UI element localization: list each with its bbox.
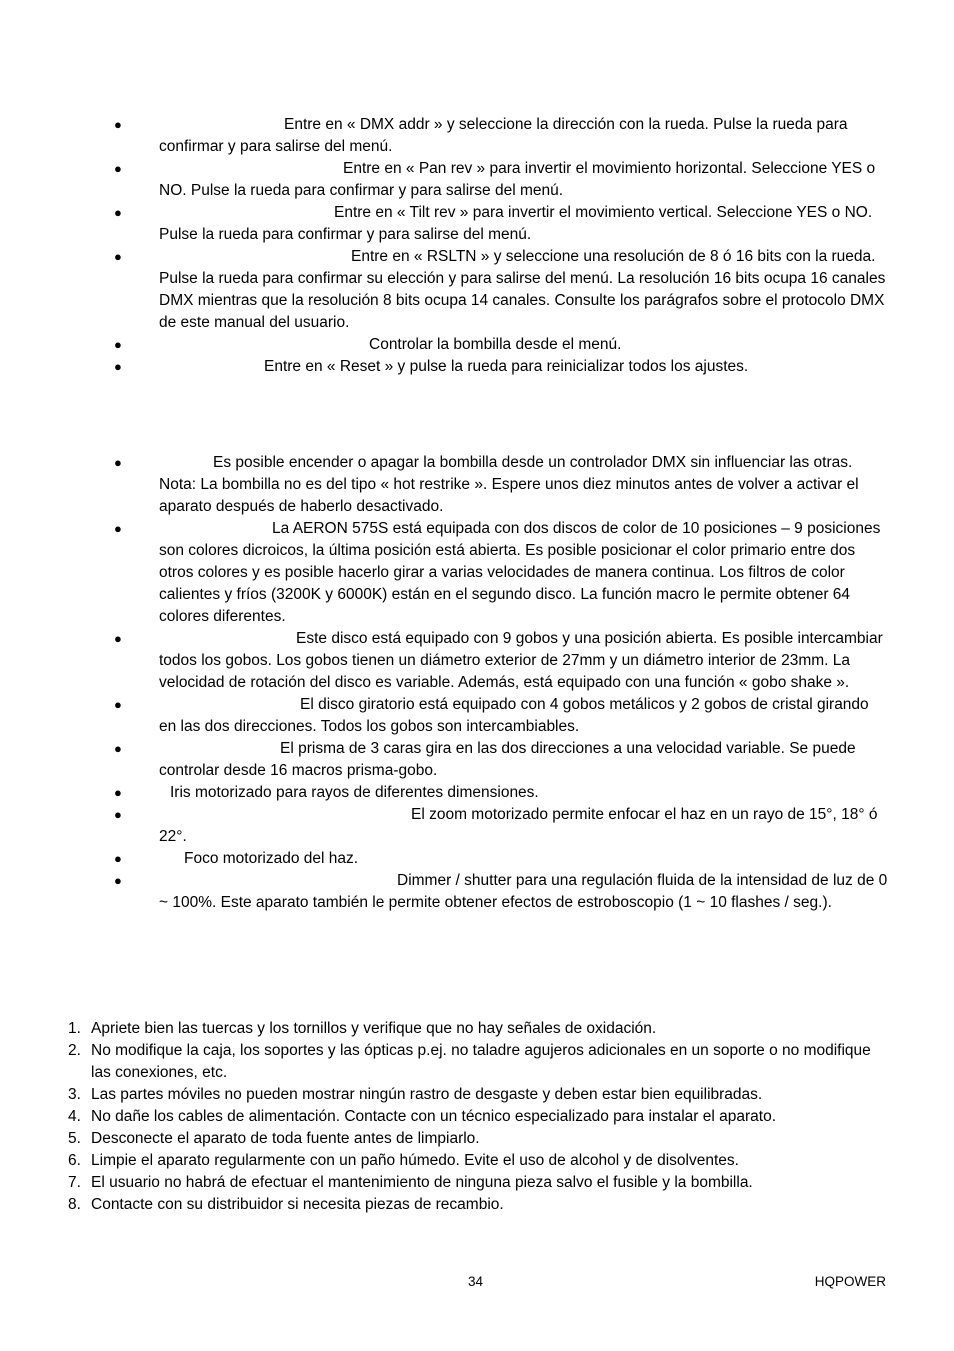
list-item: [0, 738, 954, 782]
item-number: 6.: [68, 1152, 81, 1169]
list-item: [0, 356, 954, 378]
list-item-text: Foco motorizado del haz.: [184, 850, 359, 867]
maintenance-item-text: Apriete bien las tuercas y los tornillos y verifique que no hay señales de oxidación.: [91, 1020, 657, 1037]
maintenance-item: [0, 1084, 954, 1106]
maintenance-item: [0, 1194, 954, 1216]
bullet-icon: ●: [114, 697, 122, 712]
item-number: 5.: [68, 1130, 81, 1147]
list-item-text: Entre en « DMX addr » y seleccione la dirección con la rueda. Pulse la rueda para confirmar y para salirse del menú.: [159, 116, 848, 155]
bullet-icon: ●: [114, 851, 122, 866]
maintenance-item-text: El usuario no habrá de efectuar el mantenimiento de ninguna pieza salvo el fusible y la bombilla.: [91, 1174, 753, 1191]
list-item: [0, 158, 954, 202]
features-list: [0, 452, 954, 914]
bullet-icon: ●: [114, 359, 122, 374]
bullet-icon: ●: [114, 249, 122, 264]
list-item-text: Dimmer / shutter para una regulación fluida de la intensidad de luz de 0 ~ 100%. Este aparato también le permite obtener efectos de estroboscopio (1 ~ 10 flashes / seg.).: [159, 872, 888, 911]
list-item-text: Entre en « Tilt rev » para invertir el movimiento vertical. Seleccione YES o NO. Pulse la rueda para confirmar y para salirse del menú.: [159, 204, 873, 243]
list-item: [0, 848, 954, 870]
maintenance-list: [0, 1018, 954, 1216]
bullet-icon: ●: [114, 521, 122, 536]
item-number: 1.: [68, 1020, 81, 1037]
footer-brand: HQPOWER: [814, 1274, 886, 1289]
list-item-text: El zoom motorizado permite enfocar el haz en un rayo de 15°, 18° ó 22°.: [159, 806, 878, 845]
maintenance-item: [0, 1106, 954, 1128]
menu-settings-list: [0, 114, 954, 378]
list-item: [0, 870, 954, 914]
list-item: [0, 202, 954, 246]
list-item-text: Entre en « Reset » y pulse la rueda para reinicializar todos los ajustes.: [264, 358, 749, 375]
list-item-text: Este disco está equipado con 9 gobos y una posición abierta. Es posible intercambiar todos los gobos. Los gobos tienen un diámetro exterior de 27mm y un diámetro interior de 23mm. La velocidad de rotación del disco es variable. Además, está equipado con una función « gobo shake ».: [159, 630, 883, 691]
list-item-text: Entre en « Pan rev » para invertir el movimiento horizontal. Seleccione YES o NO. Pulse la rueda para confirmar y para salirse del menú.: [159, 160, 876, 199]
list-item: [0, 628, 954, 694]
list-item: [0, 782, 954, 804]
maintenance-item: [0, 1128, 954, 1150]
item-number: 8.: [68, 1196, 81, 1213]
list-item-text: Es posible encender o apagar la bombilla desde un controlador DMX sin influenciar las otras. Nota: La bombilla no es del tipo « hot restrike ». Espere unos diez minutos antes de volver a activar el aparato después de haberlo desactivado.: [159, 454, 859, 515]
list-item: [0, 694, 954, 738]
maintenance-item-text: Contacte con su distribuidor si necesita piezas de recambio.: [91, 1196, 504, 1213]
list-item-text: Iris motorizado para rayos de diferentes dimensiones.: [170, 784, 539, 801]
bullet-icon: ●: [114, 161, 122, 176]
bullet-icon: ●: [114, 741, 122, 756]
list-item-text: Controlar la bombilla desde el menú.: [369, 336, 622, 353]
item-number: 3.: [68, 1086, 81, 1103]
maintenance-item-text: Limpie el aparato regularmente con un paño húmedo. Evite el uso de alcohol y de disolventes.: [91, 1152, 739, 1169]
bullet-icon: ●: [114, 873, 122, 888]
item-number: 2.: [68, 1042, 81, 1059]
list-item-text: El prisma de 3 caras gira en las dos direcciones a una velocidad variable. Se puede controlar desde 16 macros prisma-gobo.: [159, 740, 856, 779]
bullet-icon: ●: [114, 117, 122, 132]
item-number: 4.: [68, 1108, 81, 1125]
maintenance-item-text: No modifique la caja, los soportes y las ópticas p.ej. no taladre agujeros adicionales en un soporte o no modifique las conexiones, etc.: [91, 1042, 871, 1081]
list-item: [0, 334, 954, 356]
list-item: [0, 804, 954, 848]
list-item: [0, 114, 954, 158]
list-item: [0, 452, 954, 518]
list-item: [0, 518, 954, 628]
bullet-icon: ●: [114, 205, 122, 220]
maintenance-item: [0, 1150, 954, 1172]
list-item-text: El disco giratorio está equipado con 4 gobos metálicos y 2 gobos de cristal girando en las dos direcciones. Todos los gobos son intercambiables.: [159, 696, 869, 735]
list-item-text: La AERON 575S está equipada con dos discos de color de 10 posiciones – 9 posiciones son colores dicroicos, la última posición está abierta. Es posible posicionar el color primario entre dos otros colores y es posible hacerlo girar a varias velocidades de manera continua. Los filtros de color calientes y fríos (3200K y 6000K) están en el segundo disco. La función macro le permite obtener 64 colores diferentes.: [159, 520, 881, 625]
maintenance-item: [0, 1018, 954, 1040]
page-number: 34: [468, 1274, 484, 1289]
maintenance-item: [0, 1172, 954, 1194]
list-item-text: Entre en « RSLTN » y seleccione una resolución de 8 ó 16 bits con la rueda. Pulse la rueda para confirmar su elección y para salirse del menú. La resolución 16 bits ocupa 16 canales DMX mientras que la resolución 8 bits ocupa 14 canales. Consulte los parágrafos sobre el protocolo DMX de este manual del usuario.: [159, 248, 886, 331]
list-item: [0, 246, 954, 334]
bullet-icon: ●: [114, 337, 122, 352]
maintenance-item: [0, 1040, 954, 1084]
bullet-icon: ●: [114, 455, 122, 470]
item-number: 7.: [68, 1174, 81, 1191]
bullet-icon: ●: [114, 785, 122, 800]
bullet-icon: ●: [114, 631, 122, 646]
maintenance-item-text: No dañe los cables de alimentación. Contacte con un técnico especializado para instalar el aparato.: [91, 1108, 777, 1125]
maintenance-item-text: Desconecte el aparato de toda fuente antes de limpiarlo.: [91, 1130, 480, 1147]
bullet-icon: ●: [114, 807, 122, 822]
maintenance-item-text: Las partes móviles no pueden mostrar ningún rastro de desgaste y deben estar bien equilibradas.: [91, 1086, 763, 1103]
